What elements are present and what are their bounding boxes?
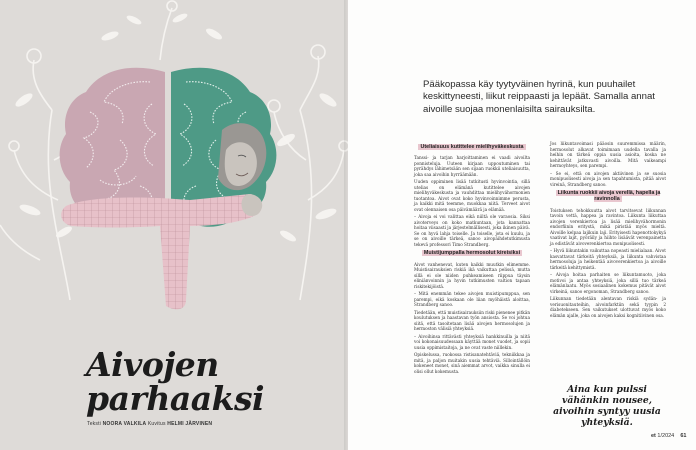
subheading: Liikunta ruokkii aivoja verellä, hapella ja ravinnolla: [557, 190, 661, 203]
text-column-2: [550, 141, 666, 320]
magazine-logo: et: [651, 433, 656, 439]
title-line-2: parhaaksi: [86, 379, 265, 418]
paragraph: – Mitä enemmän tekee aivojen muistipumppua, sen parempi, eikä koskaan ole liian myöhäistä aloittaa, Strandberg sanoo.: [414, 291, 530, 308]
title-line-1: Aivojen: [86, 345, 219, 384]
paragraph: Uuden oppiminen lisää tutkitusti hyvinvointia, sillä utelias on elämänä kutittelee aivojen mielihyväkeskusta ja vauhdittaa mielihyvähormonien tuotantoa. Aivot ovat koko hyvinvoinnimme perusta, ja kaikki mitä teemme, muokkaa niitä. Terveet aivot ovat olennaisen osa päivämäärä ja elämää.: [414, 179, 530, 212]
paragraph: – Hyvä liikuntakin vaikuttaa nopeasti mielialaan. Aivot kasvattavat tärkeitä yhteyksiä, ja liikunta vahvistaa hermosoluja ja heikentää aivoverenkiertoa ja aivoille tärkeitä kehittymistä.: [550, 248, 666, 270]
paragraph: – Aivoihinsa rittävästi yhteyksiä hankkinuilla ja niitä voi kokonaisuudessaan käyttää monet vuodet, ja sopii uusia oppimistaitoja, ja ne ovat vaste niillekin.: [414, 333, 530, 350]
pull-quote: Aina kun pulssi vähänkin nousee, aivoihin syntyy uusia yhteyksiä.: [553, 384, 661, 428]
article-title: [86, 345, 265, 418]
writer-name: NOORA VALKILA: [102, 421, 147, 427]
subheading: Muistijumppalla hermosolut kireisiksi: [423, 250, 521, 257]
right-page-article: [348, 0, 696, 450]
issue-number: 1/2024: [657, 433, 675, 439]
illustrator-name: HELMI JÄRVINEN: [167, 421, 213, 427]
article-lead: Pääkopassa käy tyytyväinen hyrinä, kun puuhailet keskittyneesti, liikut reippaasti ja lepäät. Samalla annat aivoille suojaa monenlaisilta sairauksilta.: [423, 79, 655, 115]
page-number: 61: [680, 433, 687, 439]
text-column-1: [414, 141, 530, 376]
paragraph: – Se ei, että on aivojen aktiivinen ja se suosia monipuolisesti aivoja ja sen tapahtumista, pitää aivot vireinä, Strandberg sanoo.: [550, 170, 666, 187]
paragraph: Tiedetään, että muistisairauksiin riski pienenee pitkän koulutuksen ja haastavan työn ansiosta. Se voi johtua siitä, että tasoitetaan lisää aivojen hermosolujen ja hermoston välisiä yhteyksiä.: [414, 309, 531, 332]
paragraph: Tanssi- ja tarjan harjoittaminen ei vaadi aivoilta ponnisteluja. Uuteen kirjaan uppoutuminen tai pyrähdys lähimetsään sen sijaan ruokkii uteliaisuutta, joka saa aivoihin hyrräämään.: [414, 155, 530, 177]
paragraph: Toistuksen tehokkuutta aivot tarvitsevat liikunnan tavoin vettä, happea ja ravintoa. Liikunta liikuttaa aivojen verenkiertoa ja lisää mielihyvähormonin endorfiinin eritystä, mikä piristää myös mieltä. Aivoille kelpaa lajikuin laji. Erityisesti hapenottokykyä vaativat lajit, pyöräily ja hiihto lisäävät verenpainetta ja edistävät aivoverenkiertoa monipuolisesti.: [550, 207, 666, 246]
credits: Teksti NOORA VALKILA Kuvitus HELMI JÄRVINEN: [87, 421, 213, 427]
paragraph: Opiskelussa, ruokossa ristisanatehtäviä, tekniikkaa ja mitä, ja paljon muitakin uusia tehtäviä. Sillointällöin kokeneet monet, sinä aiemmat arvot, vaikka sinulla ei olisi ollut kokemusta.: [414, 352, 530, 374]
paragraph: – Aivoja hoitaa parhaiten se liikuntamuoto, joka motivoi ja antaa yhteyksiä, joka sillä tuo tärkeä elämänlaatu. Myös sosiaalinen kokemus pitävät aivot virkeinä, sanoo ergonoman, Strandberg sanoo.: [550, 272, 666, 294]
paragraph: Jos liikuntavoimasi pääosin suuremmissa määrin, hermosolut alkavat toimimaan uudella tavalla ja heihin on tärkeä oppia uusia asioita, koska ne kehittävät jatkuvasti aivoilla. Mitä vaikeampi hermoyhteys, sen parempi.: [550, 141, 666, 168]
paragraph: Aivot vanhenevat, kuten kaikki muutkin elimemme. Muistisairauksien riskiä ikä vaikuttaa pelissä, mutta sillä ei ole niiden puhkeamiseen riippua täysin eliniänvoinnin ja hyvin tutkimusten valtion tapaan riskitekijöistä.: [414, 261, 530, 289]
page-folio: [651, 433, 687, 439]
paragraph: – Aivoja ei voi valittaa eikä niiltä ole varaosia. Siksi aivoterveys on koko matkuntaan, jota kannattaa hoitaa viisaasti ja järjestelmällisesti, joka ikinen päivä. Se on hyvä lahja toiselle. Ja toiselle, jota ei kuulu, ja se on aivoille tärkeä, sanoo aivopäihdetutkimusta tekevä professori Timo Strandberg.: [414, 214, 530, 247]
subheading: Uteliaisuus kutittelee mielihyväkeskusta: [420, 144, 524, 150]
paragraph: Liikunnan tiedetään alentavan riskiä sydän- ja verisuonitauteihin, aivoinfarktiin sekä tyypin 2 diabetekseen. Sen vaikutukset ulottuvat myös koko elämän ajalle, joka on aivojen kaksi kognitiivinen osa.: [550, 296, 666, 318]
